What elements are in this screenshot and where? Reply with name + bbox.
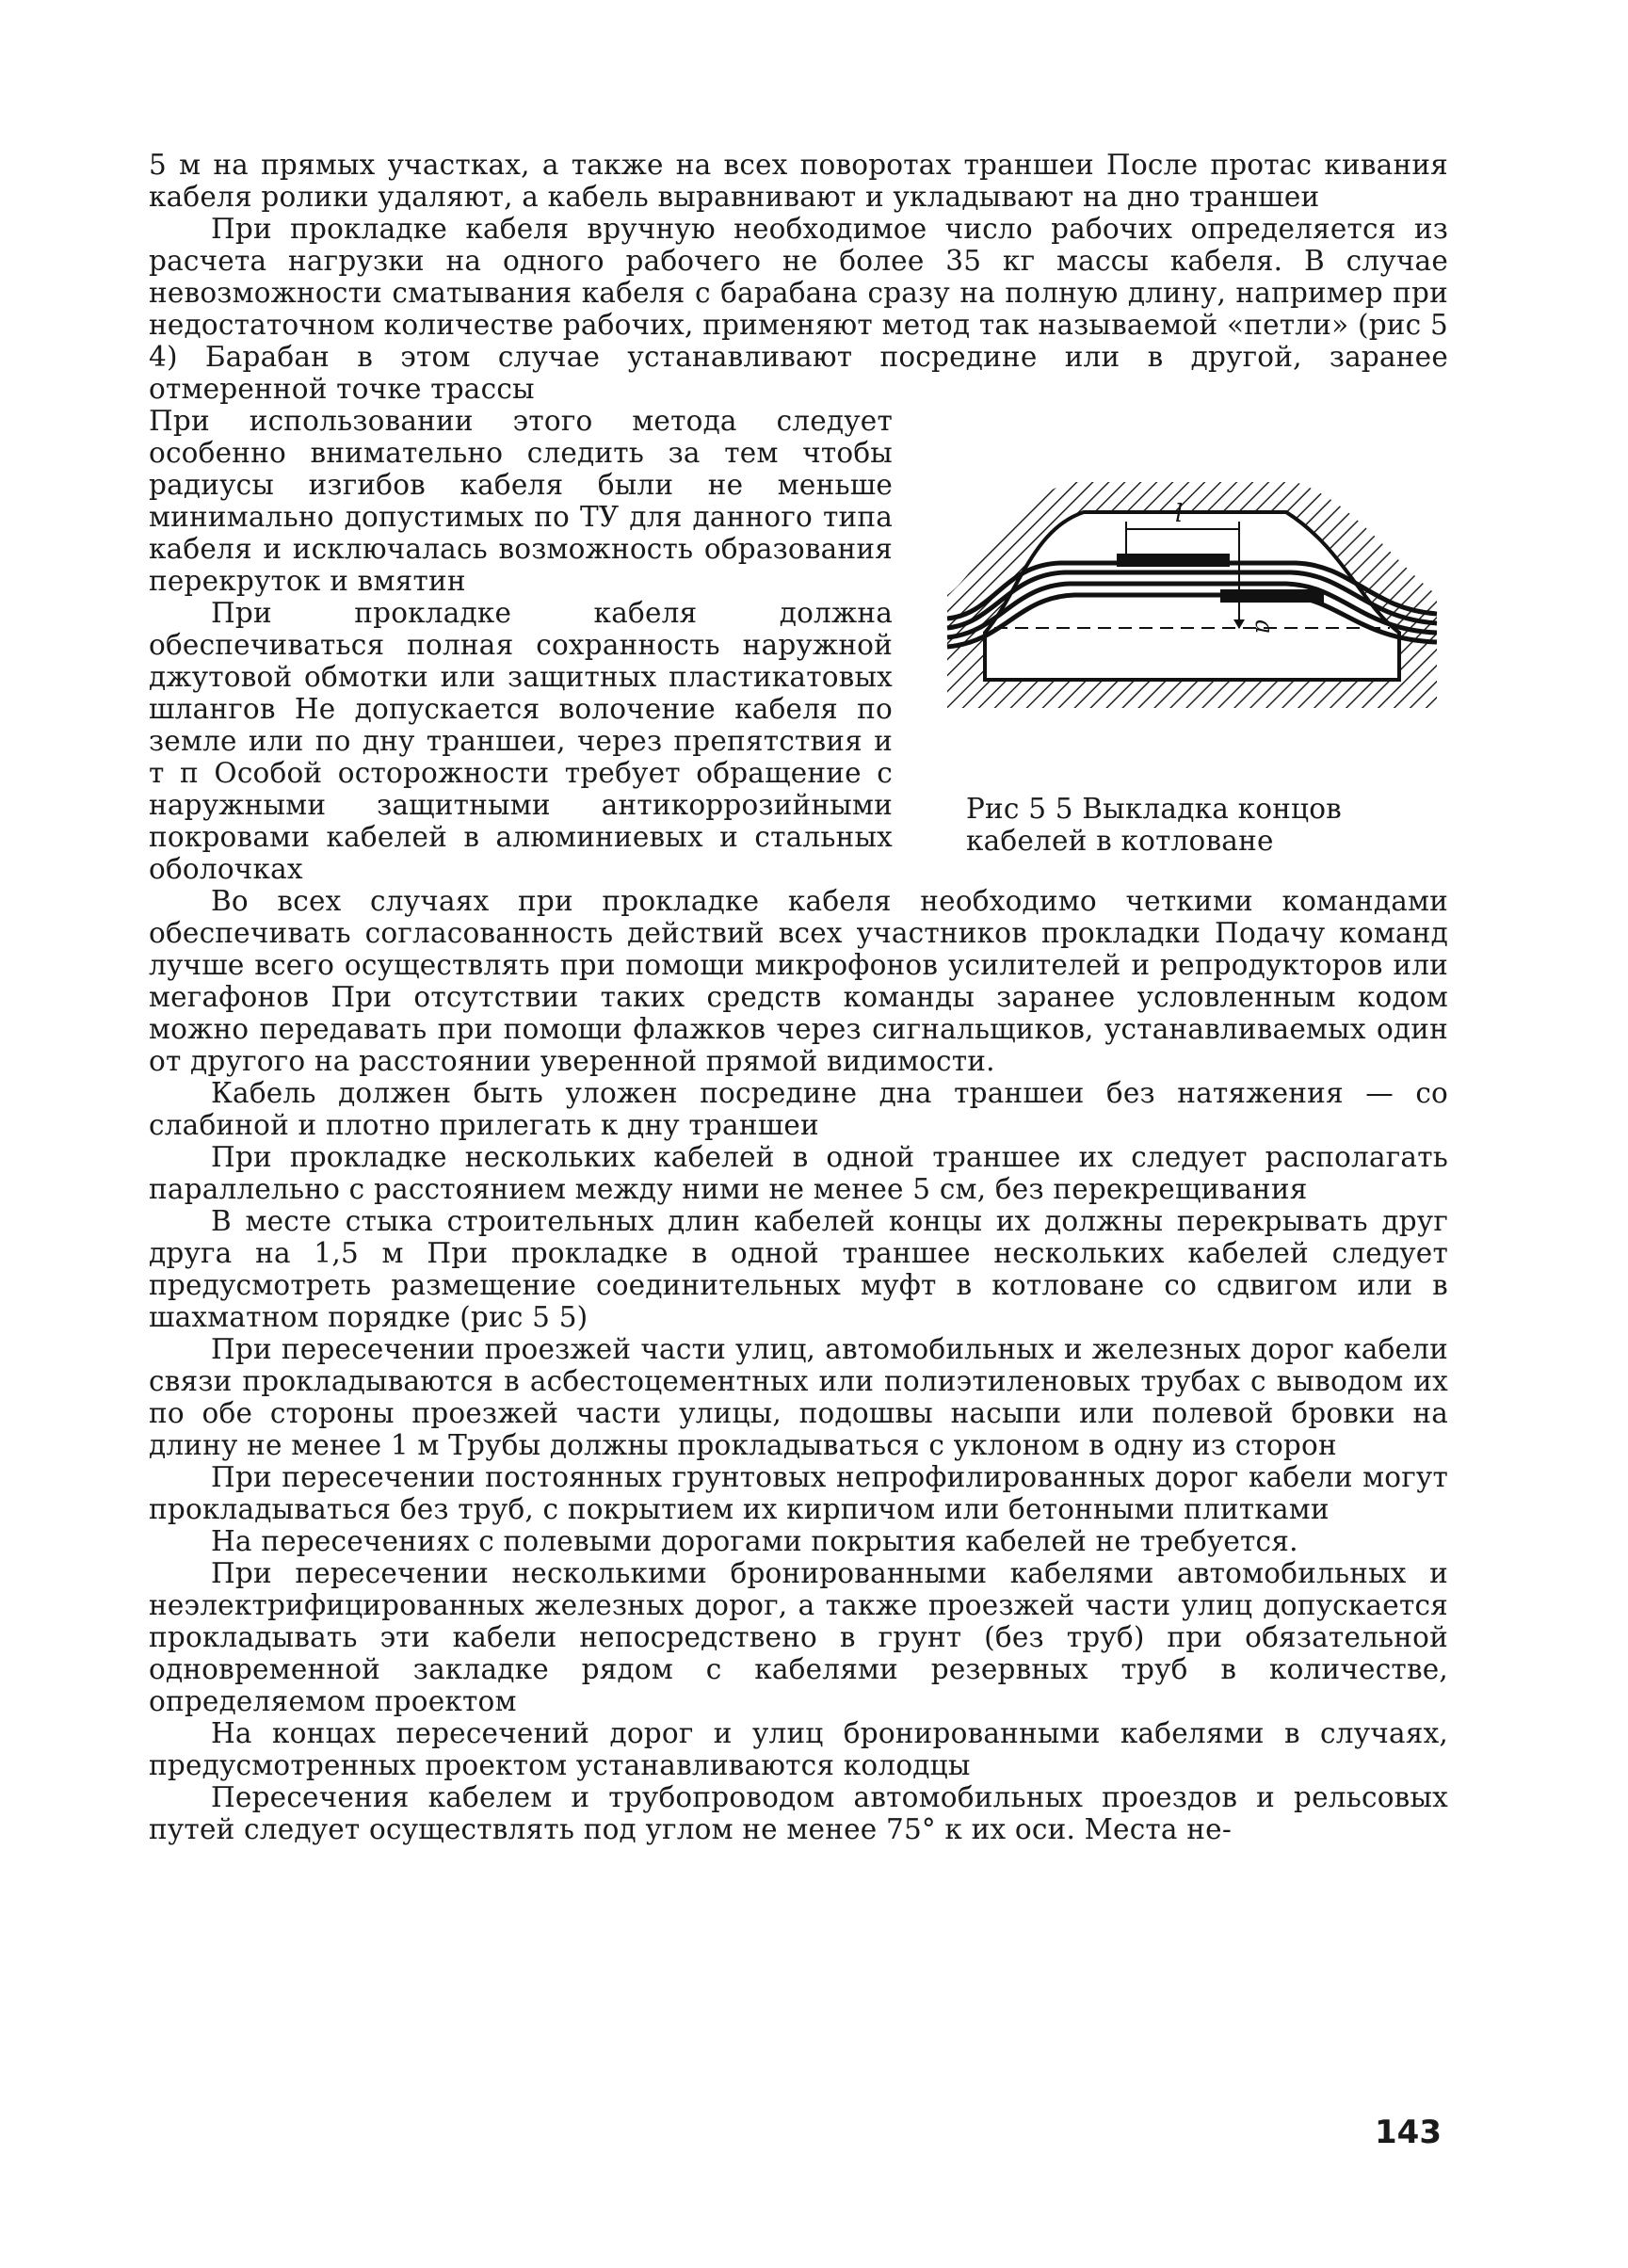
paragraph: На пересечениях с полевыми дорогами покрытия кабелей не требуется. bbox=[211, 1525, 1298, 1557]
paragraph: Во всех случаях при прокладке кабеля необходимо четкими командами обеспечивать согласованность действий всех участников прокладки Подачу команд лучше всего осуществлять при помощи микрофонов усилителей и репродукторов или мегафонов При отсутствии таких средств команды заранее условленным кодом можно передавать при помощи флажков через сигнальщиков, устанавливаемых один от другого на расстоянии уверенной прямой видимости. bbox=[149, 885, 1448, 1077]
left-column-paragraphs bbox=[149, 405, 893, 885]
page-number: 143 bbox=[1375, 2114, 1442, 2151]
dim-a-label: a bbox=[1249, 619, 1278, 635]
paragraph: При прокладке кабеля вручную необходимое число рабочих определяется из расчета нагрузки на одного рабочего не более 35 кг массы кабеля. В случае невозможности сматывания кабеля с барабана сразу на полную длину, например при недостаточном количестве рабочих, применяют метод так называемой «петли» (рис 5 4) Барабан в этом случае устанавливают посредине или в другой, заранее отмеренной точке трассы bbox=[149, 213, 1448, 405]
paragraph: 5 м на прямых участках, а также на всех поворотах траншеи После протас кивания кабеля ролики удаляют, а кабель выравнивают и укладывают на дно траншеи bbox=[149, 149, 1448, 213]
page-body bbox=[149, 149, 1448, 1845]
dim-l-label: l bbox=[1175, 500, 1184, 528]
paragraph: При использовании этого метода следует особенно внимательно следить за тем чтобы радиусы изгибов кабеля были не меньше минимально допустимых по ТУ для данного типа кабеля и исключалась возможность образования перекруток и вмятин bbox=[149, 405, 893, 597]
paragraph: При прокладке нескольких кабелей в одной траншее их следует располагать параллельно с расстоянием между ними не менее 5 см, без перекрещивания bbox=[149, 1141, 1448, 1205]
top-paragraphs bbox=[149, 149, 1448, 405]
figure-5-5 bbox=[928, 454, 1456, 857]
paragraph: На концах пересечений дорог и улиц бронированными кабелями в случаях, предусмотренных проектом устанавливаются колодцы bbox=[149, 1717, 1448, 1781]
paragraph: При прокладке кабеля должна обеспечиваться полная сохранность наружной джутовой обмотки или защитных пластикатовых шлангов Не допускается волочение кабеля по земле или по дну траншеи, через препятствия и т п Особой осторожности требует обращение с наружными защитными антикоррозийными покровами кабелей в алюминиевых и стальных оболочках bbox=[149, 597, 893, 885]
paragraph: При пересечении постоянных грунтовых непрофилированных дорог кабели могут прокладываться без труб, с покрытием их кирпичом или бетонными плитками bbox=[149, 1461, 1448, 1525]
paragraph: В месте стыка строительных длин кабелей концы их должны перекрывать друг друга на 1,5 м При прокладке в одной траншее нескольких кабелей следует предусмотреть размещение соединительных муфт в котловане со сдвигом или в шахматном порядке (рис 5 5) bbox=[149, 1205, 1448, 1333]
splice-sleeve-lower bbox=[1220, 589, 1324, 603]
cable-pit-diagram bbox=[928, 454, 1456, 727]
paragraph: При пересечении несколькими бронированными кабелями автомобильных и неэлектрифицированных железных дорог, а также проезжей части улиц допускается прокладывать эти кабели непосредствено в грунт (без труб) при обязательной одновременной закладке рядом с кабелями резервных труб в количестве, определяемом проектом bbox=[149, 1557, 1448, 1717]
text-figure-block bbox=[149, 405, 1448, 885]
figure-caption: Рис 5 5 Выкладка концов кабелей в котловане bbox=[966, 793, 1342, 857]
cable-4 bbox=[947, 595, 1437, 647]
splice-sleeve-upper bbox=[1117, 554, 1230, 567]
paragraph: Кабель должен быть уложен посредине дна траншеи без натяжения — со слабиной и плотно прилегать к дну траншеи bbox=[149, 1077, 1448, 1141]
paragraph: Пересечения кабелем и трубопроводом автомобильных проездов и рельсовых путей следует осуществлять под углом не менее 75° к их оси. Места не- bbox=[149, 1781, 1448, 1845]
paragraph: При пересечении проезжей части улиц, автомобильных и железных дорог кабели связи прокладываются в асбестоцементных или полиэтиленовых трубах с выводом их по обе стороны проезжей части улицы, подошвы насыпи или полевой бровки на длину не менее 1 м Трубы должны прокладываться с уклоном в одну из сторон bbox=[149, 1333, 1448, 1461]
bottom-paragraphs bbox=[149, 885, 1448, 1845]
